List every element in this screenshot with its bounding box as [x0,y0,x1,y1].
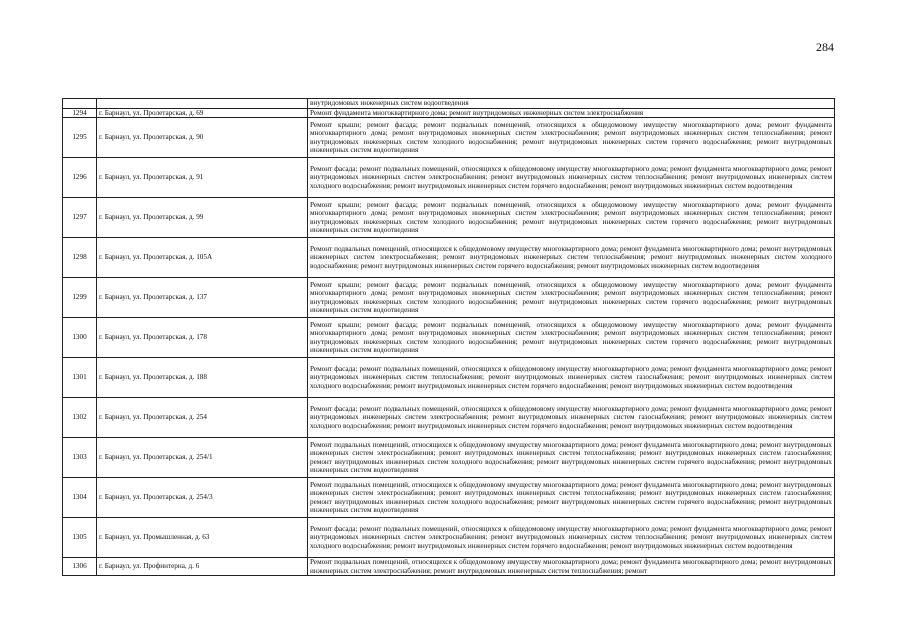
row-address: г. Барнаул, ул. Пролетарская, д. 91 [97,158,308,198]
table-row [63,108,835,118]
table-row [63,118,835,158]
row-number: 1300 [63,318,97,358]
table-row [63,478,835,518]
row-number: 1299 [63,278,97,318]
row-number: 1298 [63,238,97,278]
row-address: г. Барнаул, ул. Пролетарская, д. 254 [97,398,308,438]
table-row [63,158,835,198]
table-row [63,238,835,278]
row-works: Ремонт подвальных помещений, относящихся к общедомовому имуществу многоквартирного дома; ремонт фундамента многоквартирного дома; ремонт внутридомовых инженерных систем электроснабжения; ремонт внутридомовых инженерных систем теплоснабжения; ремонт внутридомовых инженерных систем газоснабжения; ремонт внутридомовых инженерных систем холодного водоснабжения; ремонт внутридомовых инженерных систем горячего водоснабжения; ремонт внутридомовых инженерных систем водоотведения [308,478,835,518]
row-number: 1305 [63,518,97,558]
row-works: Ремонт фасада; ремонт подвальных помещений, относящихся к общедомовому имуществу многоквартирного дома; ремонт фундамента многоквартирного дома; ремонт внутридомовых инженерных систем электроснабжения; ремонт внутридомовых инженерных систем теплоснабжения; ремонт внутридомовых инженерных систем холодного водоснабжения; ремонт внутридомовых инженерных систем горячего водоснабжения; ремонт внутридомовых инженерных систем водоотведения [308,518,835,558]
row-works: Ремонт крыши; ремонт фасада; ремонт подвальных помещений, относящихся к общедомовому имуществу многоквартирного дома; ремонт фундамента многоквартирного дома; ремонт внутридомовых инженерных систем электроснабжения; ремонт внутридомовых инженерных систем теплоснабжения; ремонт внутридомовых инженерных систем холодного водоснабжения; ремонт внутридомовых инженерных систем горячего водоснабжения; ремонт внутридомовых инженерных систем водоотведения [308,318,835,358]
row-number: 1306 [63,558,97,576]
row-works: Ремонт фасада; ремонт подвальных помещений, относящихся к общедомовому имуществу многоквартирного дома; ремонт фундамента многоквартирного дома; ремонт внутридомовых инженерных систем электроснабжения; ремонт внутридомовых инженерных систем газоснабжения; ремонт внутридомовых инженерных систем холодного водоснабжения; ремонт внутридомовых инженерных систем горячего водоснабжения; ремонт внутридомовых инженерных систем водоотведения [308,398,835,438]
table-row [63,99,835,109]
row-address: г. Барнаул, ул. Пролетарская, д. 69 [97,108,308,118]
row-works: Ремонт фундамента многоквартирного дома; ремонт внутридомовых инженерных систем электроснабжения [308,108,835,118]
row-works: Ремонт фасада; ремонт подвальных помещений, относящихся к общедомовому имуществу многоквартирного дома; ремонт фундамента многоквартирного дома; ремонт внутридомовых инженерных систем теплоснабжения; ремонт внутридомовых инженерных систем газоснабжения; ремонт внутридомовых инженерных систем холодного водоснабжения; ремонт внутридомовых инженерных систем горячего водоснабжения; ремонт внутридомовых инженерных систем водоотведения [308,358,835,398]
table-row [63,358,835,398]
row-works: Ремонт подвальных помещений, относящихся к общедомовому имуществу многоквартирного дома; ремонт фундамента многоквартирного дома; ремонт внутридомовых инженерных систем электроснабжения; ремонт внутридомовых инженерных систем теплоснабжения; ремонт внутридомовых инженерных систем газоснабжения; ремонт внутридомовых инженерных систем холодного водоснабжения; ремонт внутридомовых инженерных систем горячего водоснабжения; ремонт внутридомовых инженерных систем водоотведения [308,438,835,478]
table-row [63,438,835,478]
row-works: Ремонт крыши; ремонт фасада; ремонт подвальных помещений, относящихся к общедомовому имуществу многоквартирного дома; ремонт фундамента многоквартирного дома; ремонт внутридомовых инженерных систем электроснабжения; ремонт внутридомовых инженерных систем теплоснабжения; ремонт внутридомовых инженерных систем холодного водоснабжения; ремонт внутридомовых инженерных систем горячего водоснабжения; ремонт внутридомовых инженерных систем водоотведения [308,198,835,238]
row-address: г. Барнаул, ул. Профинтерна, д. 6 [97,558,308,576]
row-works: Ремонт подвальных помещений, относящихся к общедомовому имуществу многоквартирного дома; ремонт фундамента многоквартирного дома; ремонт внутридомовых инженерных систем электроснабжения; ремонт внутридомовых инженерных систем теплоснабжения; ремонт [308,558,835,576]
table-row [63,318,835,358]
row-works: Ремонт фасада; ремонт подвальных помещений, относящихся к общедомовому имуществу многоквартирного дома; ремонт фундамента многоквартирного дома; ремонт внутридомовых инженерных систем электроснабжения; ремонт внутридомовых инженерных систем теплоснабжения; ремонт внутридомовых инженерных систем холодного водоснабжения; ремонт внутридомовых инженерных систем горячего водоснабжения; ремонт внутридомовых инженерных систем водоотведения [308,158,835,198]
row-address: г. Барнаул, ул. Пролетарская, д. 188 [97,358,308,398]
row-number: 1294 [63,108,97,118]
row-number: 1297 [63,198,97,238]
row-address: г. Барнаул, ул. Пролетарская, д. 105А [97,238,308,278]
page-number: 284 [816,40,834,54]
row-address: г. Барнаул, ул. Пролетарская, д. 254/3 [97,478,308,518]
row-number: 1296 [63,158,97,198]
row-address: г. Барнаул, ул. Пролетарская, д. 99 [97,198,308,238]
row-works: Ремонт подвальных помещений, относящихся к общедомовому имуществу многоквартирного дома; ремонт фундамента многоквартирного дома; ремонт внутридомовых инженерных систем электроснабжения; ремонт внутридомовых инженерных систем теплоснабжения; ремонт внутридомовых инженерных систем холодного водоснабжения; ремонт внутридомовых инженерных систем горячего водоснабжения; ремонт внутридомовых инженерных систем водоотведения [308,238,835,278]
table-row [63,398,835,438]
row-works: Ремонт крыши; ремонт фасада; ремонт подвальных помещений, относящихся к общедомовому имуществу многоквартирного дома; ремонт фундамента многоквартирного дома; ремонт внутридомовых инженерных систем электроснабжения; ремонт внутридомовых инженерных систем теплоснабжения; ремонт внутридомовых инженерных систем холодного водоснабжения; ремонт внутридомовых инженерных систем горячего водоснабжения; ремонт внутридомовых инженерных систем водоотведения [308,118,835,158]
row-address: г. Барнаул, ул. Пролетарская, д. 137 [97,278,308,318]
row-number [63,99,97,109]
row-address: г. Барнаул, ул. Пролетарская, д. 90 [97,118,308,158]
row-address: г. Барнаул, ул. Пролетарская, д. 178 [97,318,308,358]
row-address: г. Барнаул, ул. Пролетарская, д. 254/1 [97,438,308,478]
row-number: 1302 [63,398,97,438]
row-number: 1301 [63,358,97,398]
table-row [63,558,835,576]
repair-registry-table [62,98,835,576]
row-number: 1303 [63,438,97,478]
row-address: г. Барнаул, ул. Промышленная, д. 63 [97,518,308,558]
table-row [63,198,835,238]
row-address [97,99,308,109]
table-row [63,518,835,558]
table-row [63,278,835,318]
row-number: 1295 [63,118,97,158]
registry-body [63,99,835,576]
row-works: Ремонт крыши; ремонт фасада; ремонт подвальных помещений, относящихся к общедомовому имуществу многоквартирного дома; ремонт фундамента многоквартирного дома; ремонт внутридомовых инженерных систем электроснабжения; ремонт внутридомовых инженерных систем теплоснабжения; ремонт внутридомовых инженерных систем холодного водоснабжения; ремонт внутридомовых инженерных систем горячего водоснабжения; ремонт внутридомовых инженерных систем водоотведения [308,278,835,318]
row-number: 1304 [63,478,97,518]
row-works: внутридомовых инженерных систем водоотведения [308,99,835,109]
